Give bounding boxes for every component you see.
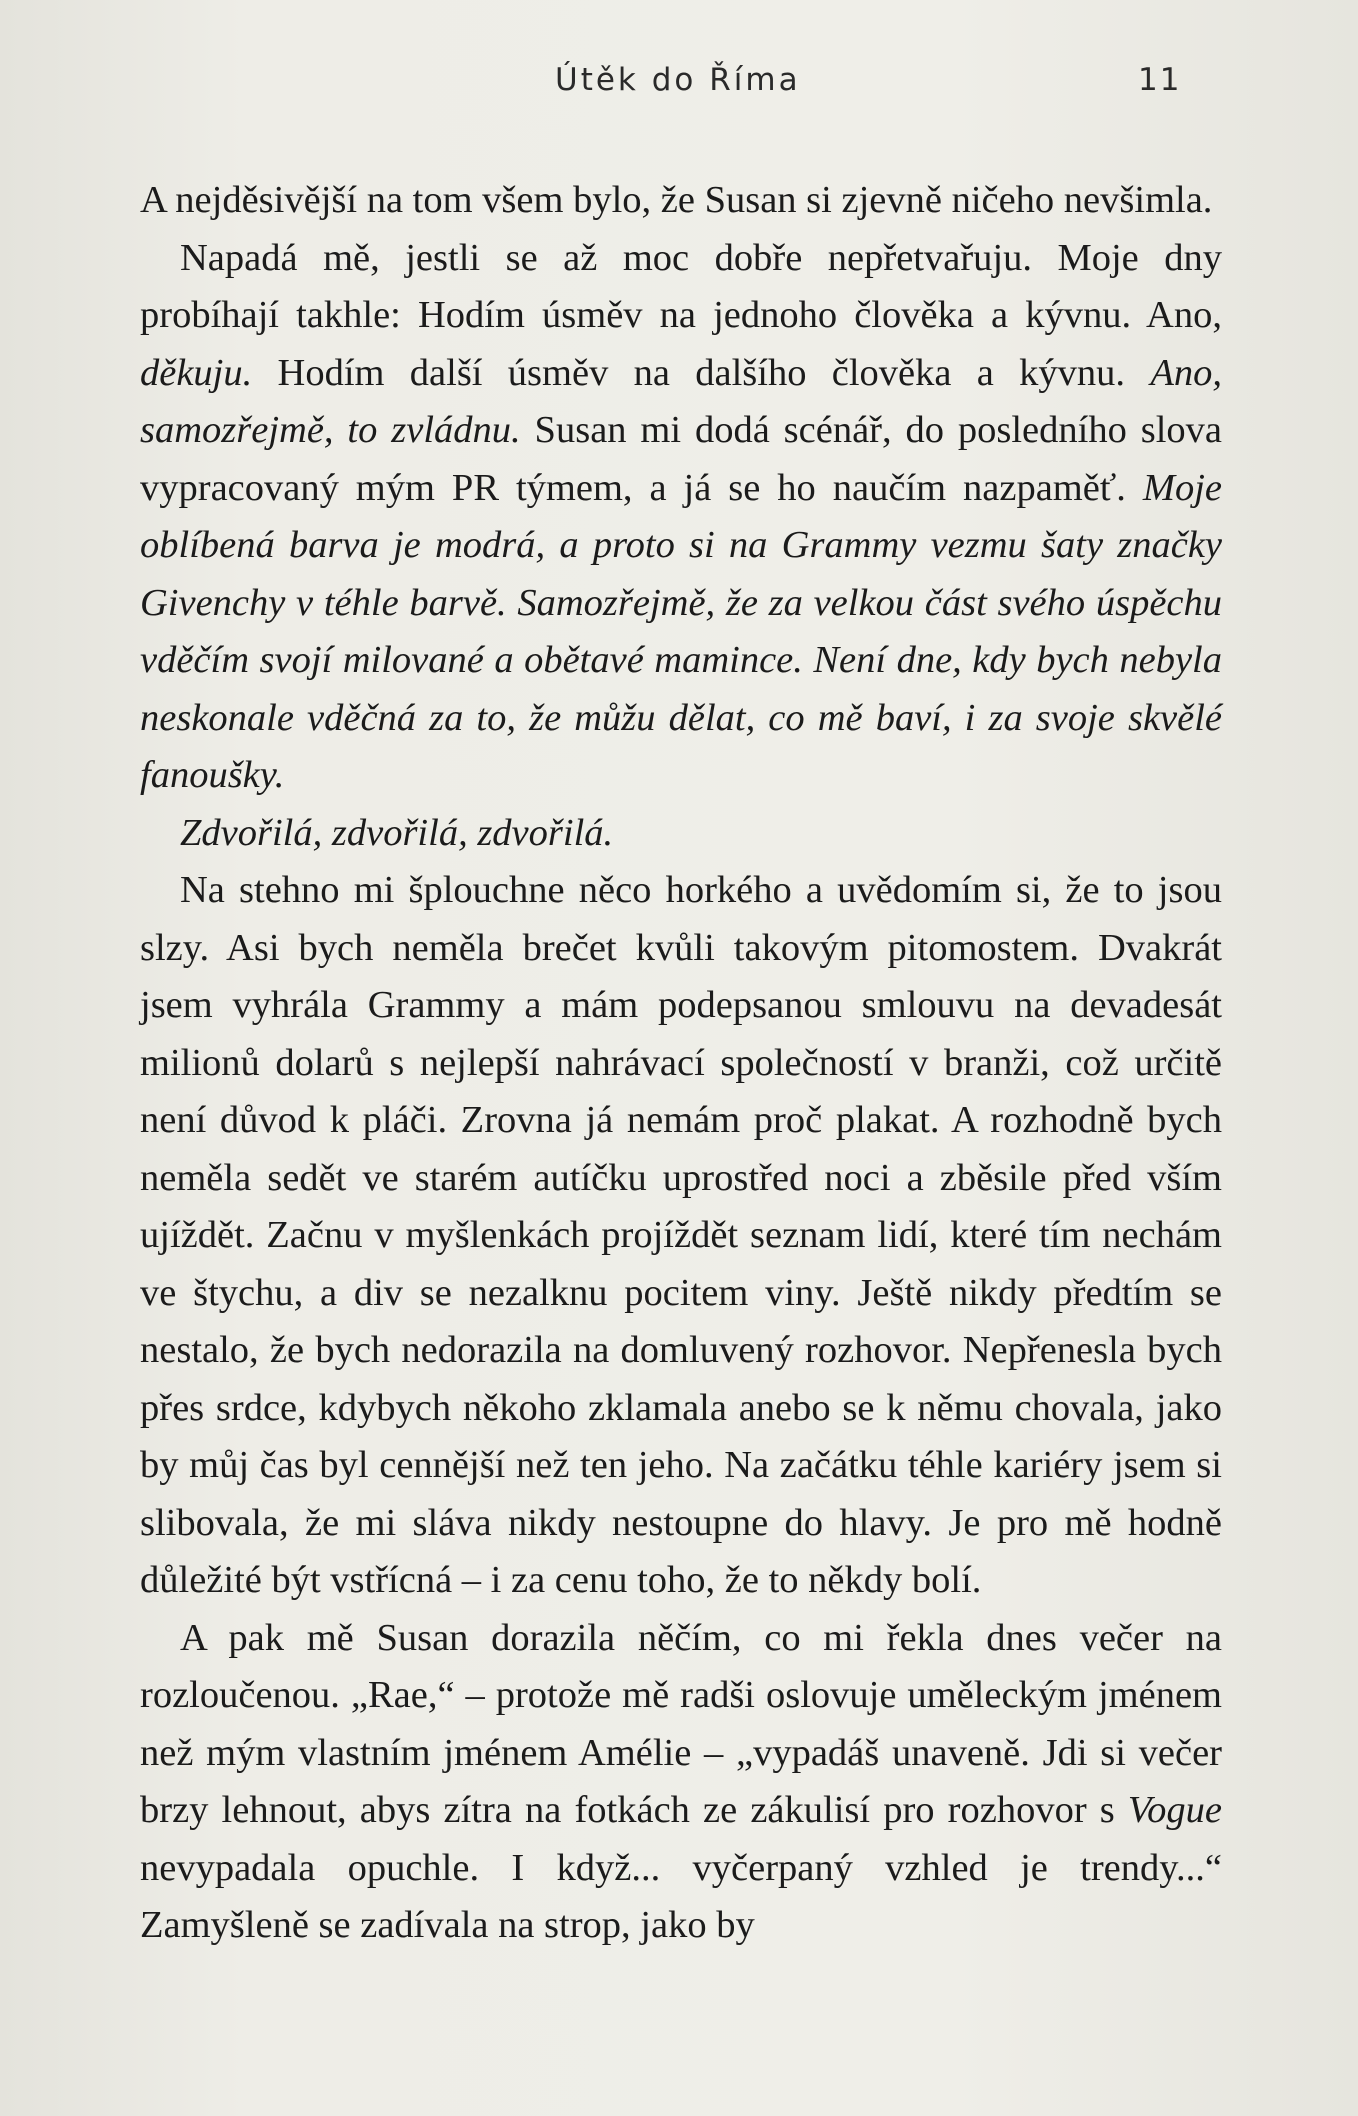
paragraph-2-italic-f: Moje oblíbená barva je modrá, a proto si na Grammy vezmu šaty značky Givenchy v téhle barvě. Samozřejmě, že za velkou část svého úspěchu vděčím svojí milované a obětavé mamince. Není dne, kdy bych nebyla neskonale vděčná za to, že můžu dělat, co mě baví, i za svoje skvělé fanoušky. [140,466,1222,796]
paragraph-5-italic-b: Vogue [1127,1789,1222,1831]
chapter-title: Útěk do Říma [555,62,801,98]
paragraph-2-italic-d: Ano, samozřejmě, to zvládnu. [140,351,1222,451]
paragraph-2-text-e: Susan mi dodá scénář, do posledního slova vypracovaný mým PR týmem, a já se ho naučím nazpaměť. [140,409,1222,509]
body-text [140,172,1222,1955]
paragraph-1: A nejděsivější na tom všem bylo, že Susan si zjevně ničeho nevšimla. [140,179,1213,221]
paragraph-2 [140,230,1222,805]
paragraph-3 [140,805,1222,863]
paragraph-2-italic-b: děkuju. [140,351,253,394]
paragraph-4: Na stehno mi šplouchne něco horkého a uvědomím si, že to jsou slzy. Asi bych neměla brečet kvůli takovým pitomostem. Dvakrát jsem vyhrála Grammy a mám podepsanou smlouvu na devadesát milionů dolarů s nejlepší nahrávací společností v branži, což určitě není důvod k pláči. Zrovna já nemám proč plakat. A rozhodně bych neměla sedět ve starém autíčku uprostřed noci a zběsile před vším ujíždět. Začnu v myšlenkách projíždět seznam lidí, které tím nechám ve štychu, a div se nezalknu pocitem viny. Ještě nikdy předtím se nestalo, že bych nedorazila na domluvený rozhovor. Nepřenesla bych přes srdce, kdybych někoho zklamala anebo se k němu chovala, jako by můj čas byl cennější než ten jeho. Na začátku téhle kariéry jsem si slibovala, že mi sláva nikdy nestoupne do hlavy. Je pro mě hodně důležité být vstřícná – i za cenu toho, že to někdy bolí. [140,869,1222,1601]
paragraph-5-text-c: nevypadala opuchle. I když... vyčerpaný vzhled je trendy...“ Zamyšleně se zadívala na strop, jako by [140,1846,1222,1946]
paragraph-2-text-c: Hodím další úsměv na dalšího člověka a kývnu. [252,351,1151,394]
paragraph-2-text-a: Napadá mě, jestli se až moc dobře nepřetvařuju. Moje dny probíhají takhle: Hodím úsměv na jednoho člověka a kývnu. Ano, [140,236,1222,336]
paragraph-3-italic: Zdvořilá, zdvořilá, zdvořilá. [180,811,614,854]
paragraph-5 [140,1610,1222,1955]
page-number: 11 [1138,62,1182,98]
paragraph-5-text-a: A pak mě Susan dorazila něčím, co mi řekla dnes večer na rozloučenou. „Rae,“ – protože mě radši oslovuje uměleckým jménem než mým vlastním jménem Amélie – „vypadáš unaveně. Jdi si večer brzy lehnout, abys zítra na fotkách ze zákulisí pro rozhovor s [140,1616,1222,1831]
running-header [0,62,1358,112]
